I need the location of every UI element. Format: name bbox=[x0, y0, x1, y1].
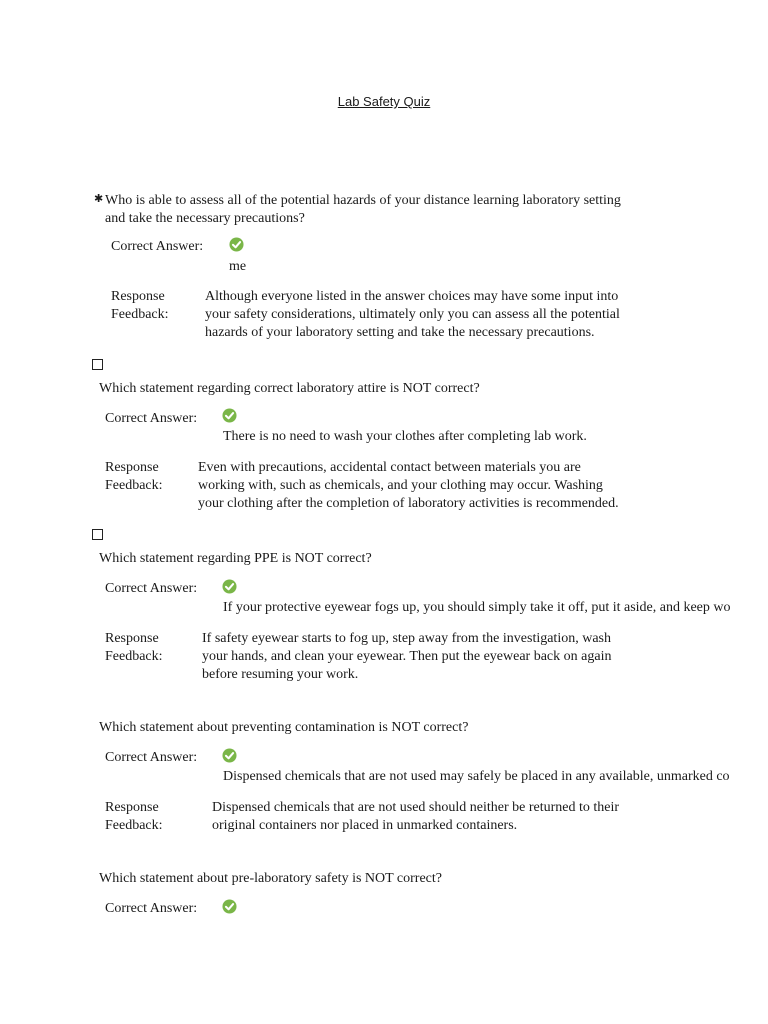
question-2-response-label: Response bbox=[105, 460, 159, 475]
question-1-response-label: Response bbox=[111, 289, 165, 304]
asterisk-icon: ✱ bbox=[94, 192, 104, 205]
question-1-feedback-label: Feedback: bbox=[111, 307, 169, 322]
question-2-feedback-label: Feedback: bbox=[105, 478, 163, 493]
question-2-answer: There is no need to wash your clothes after completing lab work. bbox=[223, 429, 587, 444]
question-3-response-label: Response bbox=[105, 631, 159, 646]
question-2-feedback-line-3: your clothing after the completion of laboratory activities is recommended. bbox=[198, 496, 619, 511]
check-circle-icon bbox=[222, 579, 237, 594]
question-4-feedback-line-2: original containers nor placed in unmarked containers. bbox=[212, 818, 518, 833]
question-3-prompt: Which statement regarding PPE is NOT correct? bbox=[99, 551, 372, 566]
checkbox-icon[interactable] bbox=[92, 359, 103, 370]
question-1-prompt bbox=[105, 192, 621, 228]
question-1-line-2: and take the necessary precautions? bbox=[105, 211, 305, 226]
question-4-feedback-line-1: Dispensed chemicals that are not used should neither be returned to their bbox=[212, 800, 620, 815]
question-1-answer: me bbox=[229, 259, 247, 274]
question-1-feedback bbox=[205, 288, 620, 342]
question-3-correct-answer-label: Correct Answer: bbox=[105, 581, 198, 596]
question-3-answer: If your protective eyewear fogs up, you should simply take it off, put it aside, and keep wo bbox=[223, 600, 731, 615]
question-2-correct-answer-label: Correct Answer: bbox=[105, 411, 198, 426]
question-3-feedback-label: Feedback: bbox=[105, 649, 163, 664]
question-5-prompt: Which statement about pre-laboratory safety is NOT correct? bbox=[99, 871, 442, 886]
question-4-correct-answer-label: Correct Answer: bbox=[105, 750, 198, 765]
question-4-feedback-label: Feedback: bbox=[105, 818, 163, 833]
question-4-response-label: Response bbox=[105, 800, 159, 815]
question-3-feedback-line-3: before resuming your work. bbox=[202, 667, 359, 682]
question-4-feedback bbox=[212, 799, 619, 835]
question-3-feedback-line-2: your hands, and clean your eyewear. Then put the eyewear back on again bbox=[202, 649, 612, 664]
question-1-line-1: Who is able to assess all of the potential hazards of your distance learning laboratory setting bbox=[105, 193, 621, 208]
check-circle-icon bbox=[229, 237, 244, 252]
checkbox-icon[interactable] bbox=[92, 529, 103, 540]
question-2-feedback-line-2: working with, such as chemicals, and your clothing may occur. Washing bbox=[198, 478, 603, 493]
question-2-feedback bbox=[198, 459, 619, 513]
question-1-feedback-line-2: your safety considerations, ultimately only you can assess all the potential bbox=[205, 307, 620, 322]
question-5-correct-answer-label: Correct Answer: bbox=[105, 901, 198, 916]
question-1-feedback-line-3: hazards of your laboratory setting and take the necessary precautions. bbox=[205, 325, 595, 340]
question-2-feedback-line-1: Even with precautions, accidental contact between materials you are bbox=[198, 460, 581, 475]
question-1-feedback-line-1: Although everyone listed in the answer choices may have some input into bbox=[205, 289, 619, 304]
question-4-prompt: Which statement about preventing contamination is NOT correct? bbox=[99, 720, 469, 735]
question-3-feedback-line-1: If safety eyewear starts to fog up, step away from the investigation, wash bbox=[202, 631, 611, 646]
check-circle-icon bbox=[222, 408, 237, 423]
question-3-feedback bbox=[202, 630, 611, 684]
check-circle-icon bbox=[222, 748, 237, 763]
page-title: Lab Safety Quiz bbox=[337, 94, 431, 109]
question-1-correct-answer-label: Correct Answer: bbox=[111, 239, 204, 254]
check-circle-icon bbox=[222, 899, 237, 914]
question-2-prompt: Which statement regarding correct laboratory attire is NOT correct? bbox=[99, 381, 480, 396]
question-4-answer: Dispensed chemicals that are not used may safely be placed in any available, unmarked co bbox=[223, 769, 730, 784]
